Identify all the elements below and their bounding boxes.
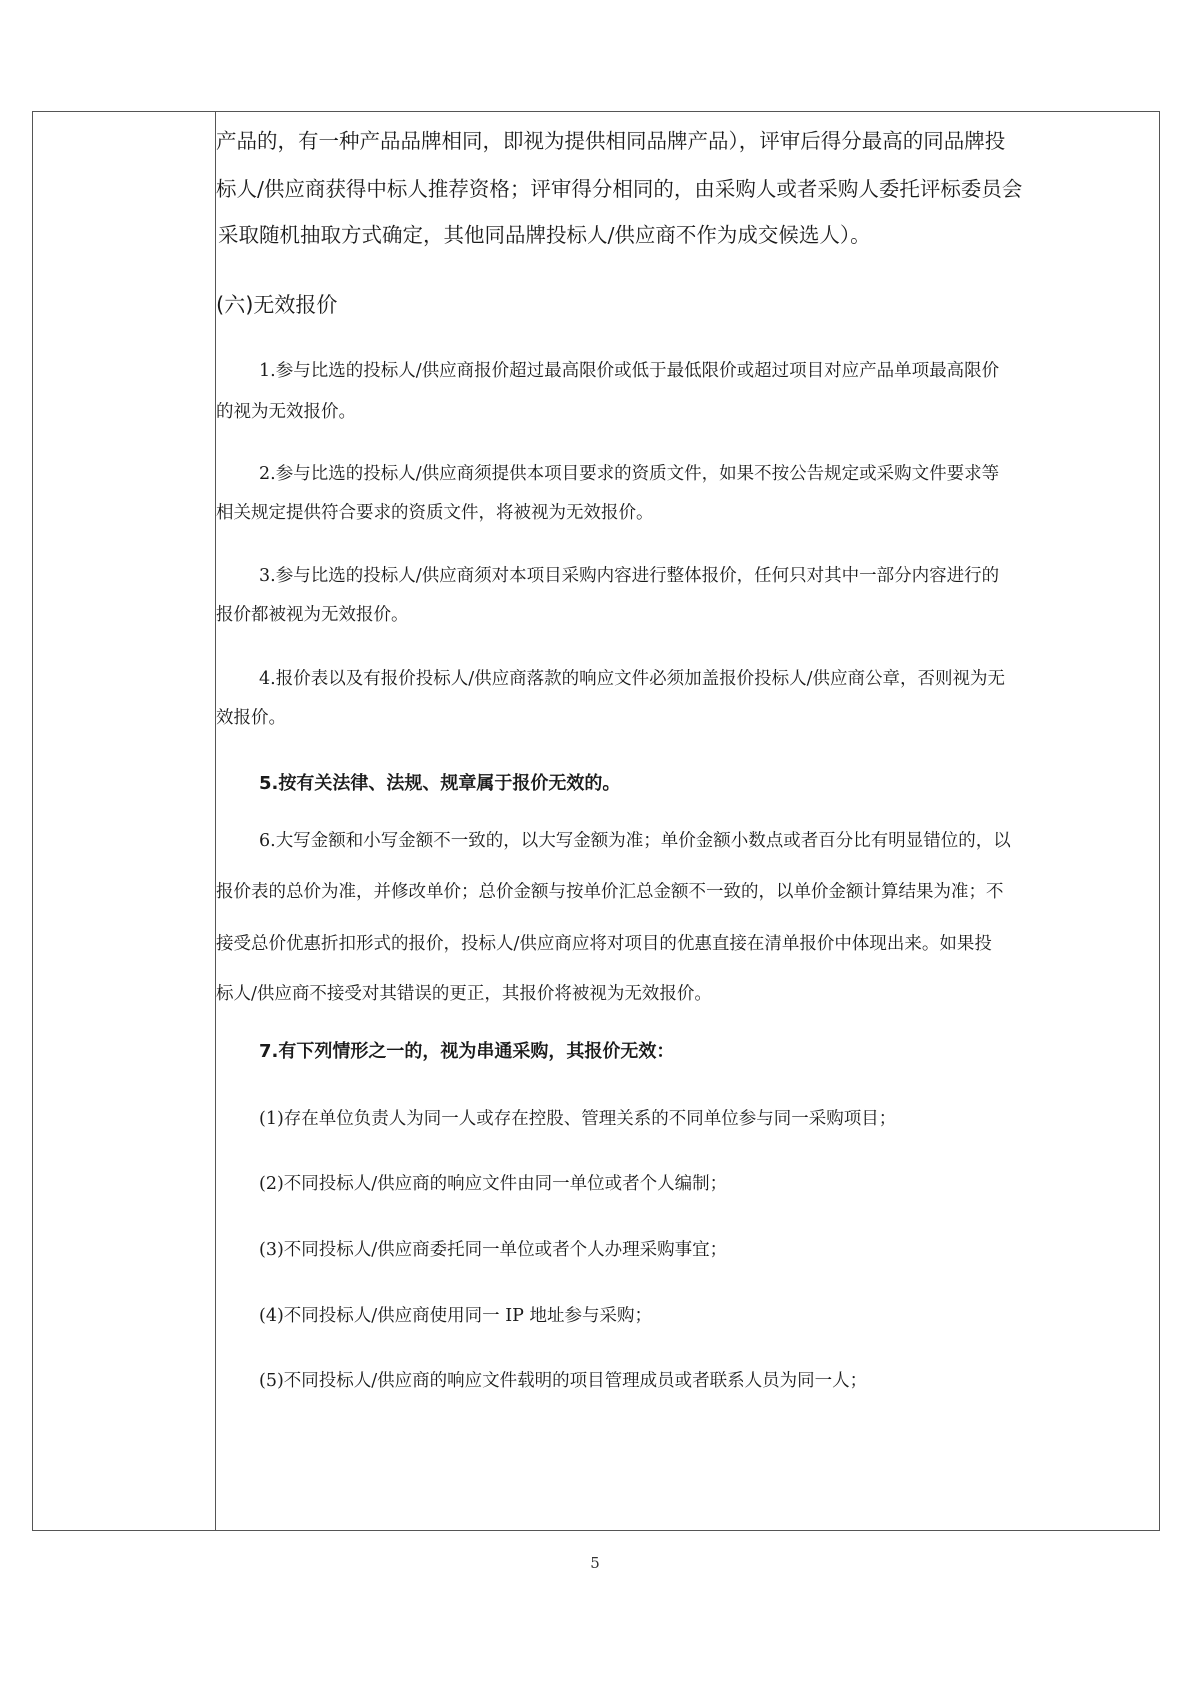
table-left-cell — [33, 112, 216, 1530]
sub-item: (5)不同投标人/供应商的响应文件载明的项目管理成员或者联系人员为同一人； — [259, 1371, 868, 1391]
table-right-cell — [216, 112, 1159, 1530]
content-table — [32, 111, 1160, 1531]
item-4-line: 效报价。 — [216, 708, 286, 728]
item-7: 7.有下列情形之一的，视为串通采购，其报价无效： — [259, 1041, 675, 1062]
item-4-line: 4.报价表以及有报价投标人/供应商落款的响应文件必须加盖报价投标人/供应商公章，否则视为无 — [259, 669, 1005, 689]
sub-item: (1)存在单位负责人为同一人或存在控股、管理关系的不同单位参与同一采购项目； — [259, 1109, 897, 1129]
item-2-line: 2.参与比选的投标人/供应商须提供本项目要求的资质文件，如果不按公告规定或采购文件要求等 — [259, 464, 1000, 484]
item-6-line: 报价表的总价为准，并修改单价；总价金额与按单价汇总金额不一致的，以单价金额计算结果为准；不 — [216, 882, 1004, 902]
item-6-line: 6.大写金额和小写金额不一致的，以大写金额为准；单价金额小数点或者百分比有明显错位的，以 — [259, 831, 1011, 851]
section-heading: (六)无效报价 — [216, 293, 338, 317]
item-1-line: 的视为无效报价。 — [216, 402, 356, 422]
item-3-line: 报价都被视为无效报价。 — [216, 605, 409, 625]
item-6-line: 标人/供应商不接受对其错误的更正，其报价将被视为无效报价。 — [216, 984, 712, 1004]
sub-item: (4)不同投标人/供应商使用同一 IP 地址参与采购； — [259, 1306, 652, 1326]
item-1-line: 1.参与比选的投标人/供应商报价超过最高限价或低于最低限价或超过项目对应产品单项最高限价 — [259, 361, 1000, 381]
item-5: 5.按有关法律、法规、规章属于报价无效的。 — [259, 773, 621, 794]
item-2-line: 相关规定提供符合要求的资质文件，将被视为无效报价。 — [216, 503, 654, 523]
intro-line: 采取随机抽取方式确定，其他同品牌投标人/供应商不作为成交候选人）。 — [218, 223, 871, 247]
sub-item: (3)不同投标人/供应商委托同一单位或者个人办理采购事宜； — [259, 1240, 728, 1260]
page-number: 5 — [590, 1554, 600, 1572]
intro-line: 标人/供应商获得中标人推荐资格；评审得分相同的，由采购人或者采购人委托评标委员会 — [216, 177, 1023, 201]
intro-line: 产品的，有一种产品品牌相同，即视为提供相同品牌产品），评审后得分最高的同品牌投 — [216, 129, 1006, 153]
sub-item: (2)不同投标人/供应商的响应文件由同一单位或者个人编制； — [259, 1174, 728, 1194]
item-6-line: 接受总价优惠折扣形式的报价，投标人/供应商应将对项目的优惠直接在清单报价中体现出来。如果投 — [216, 934, 992, 954]
item-3-line: 3.参与比选的投标人/供应商须对本项目采购内容进行整体报价，任何只对其中一部分内容进行的 — [259, 566, 1000, 586]
